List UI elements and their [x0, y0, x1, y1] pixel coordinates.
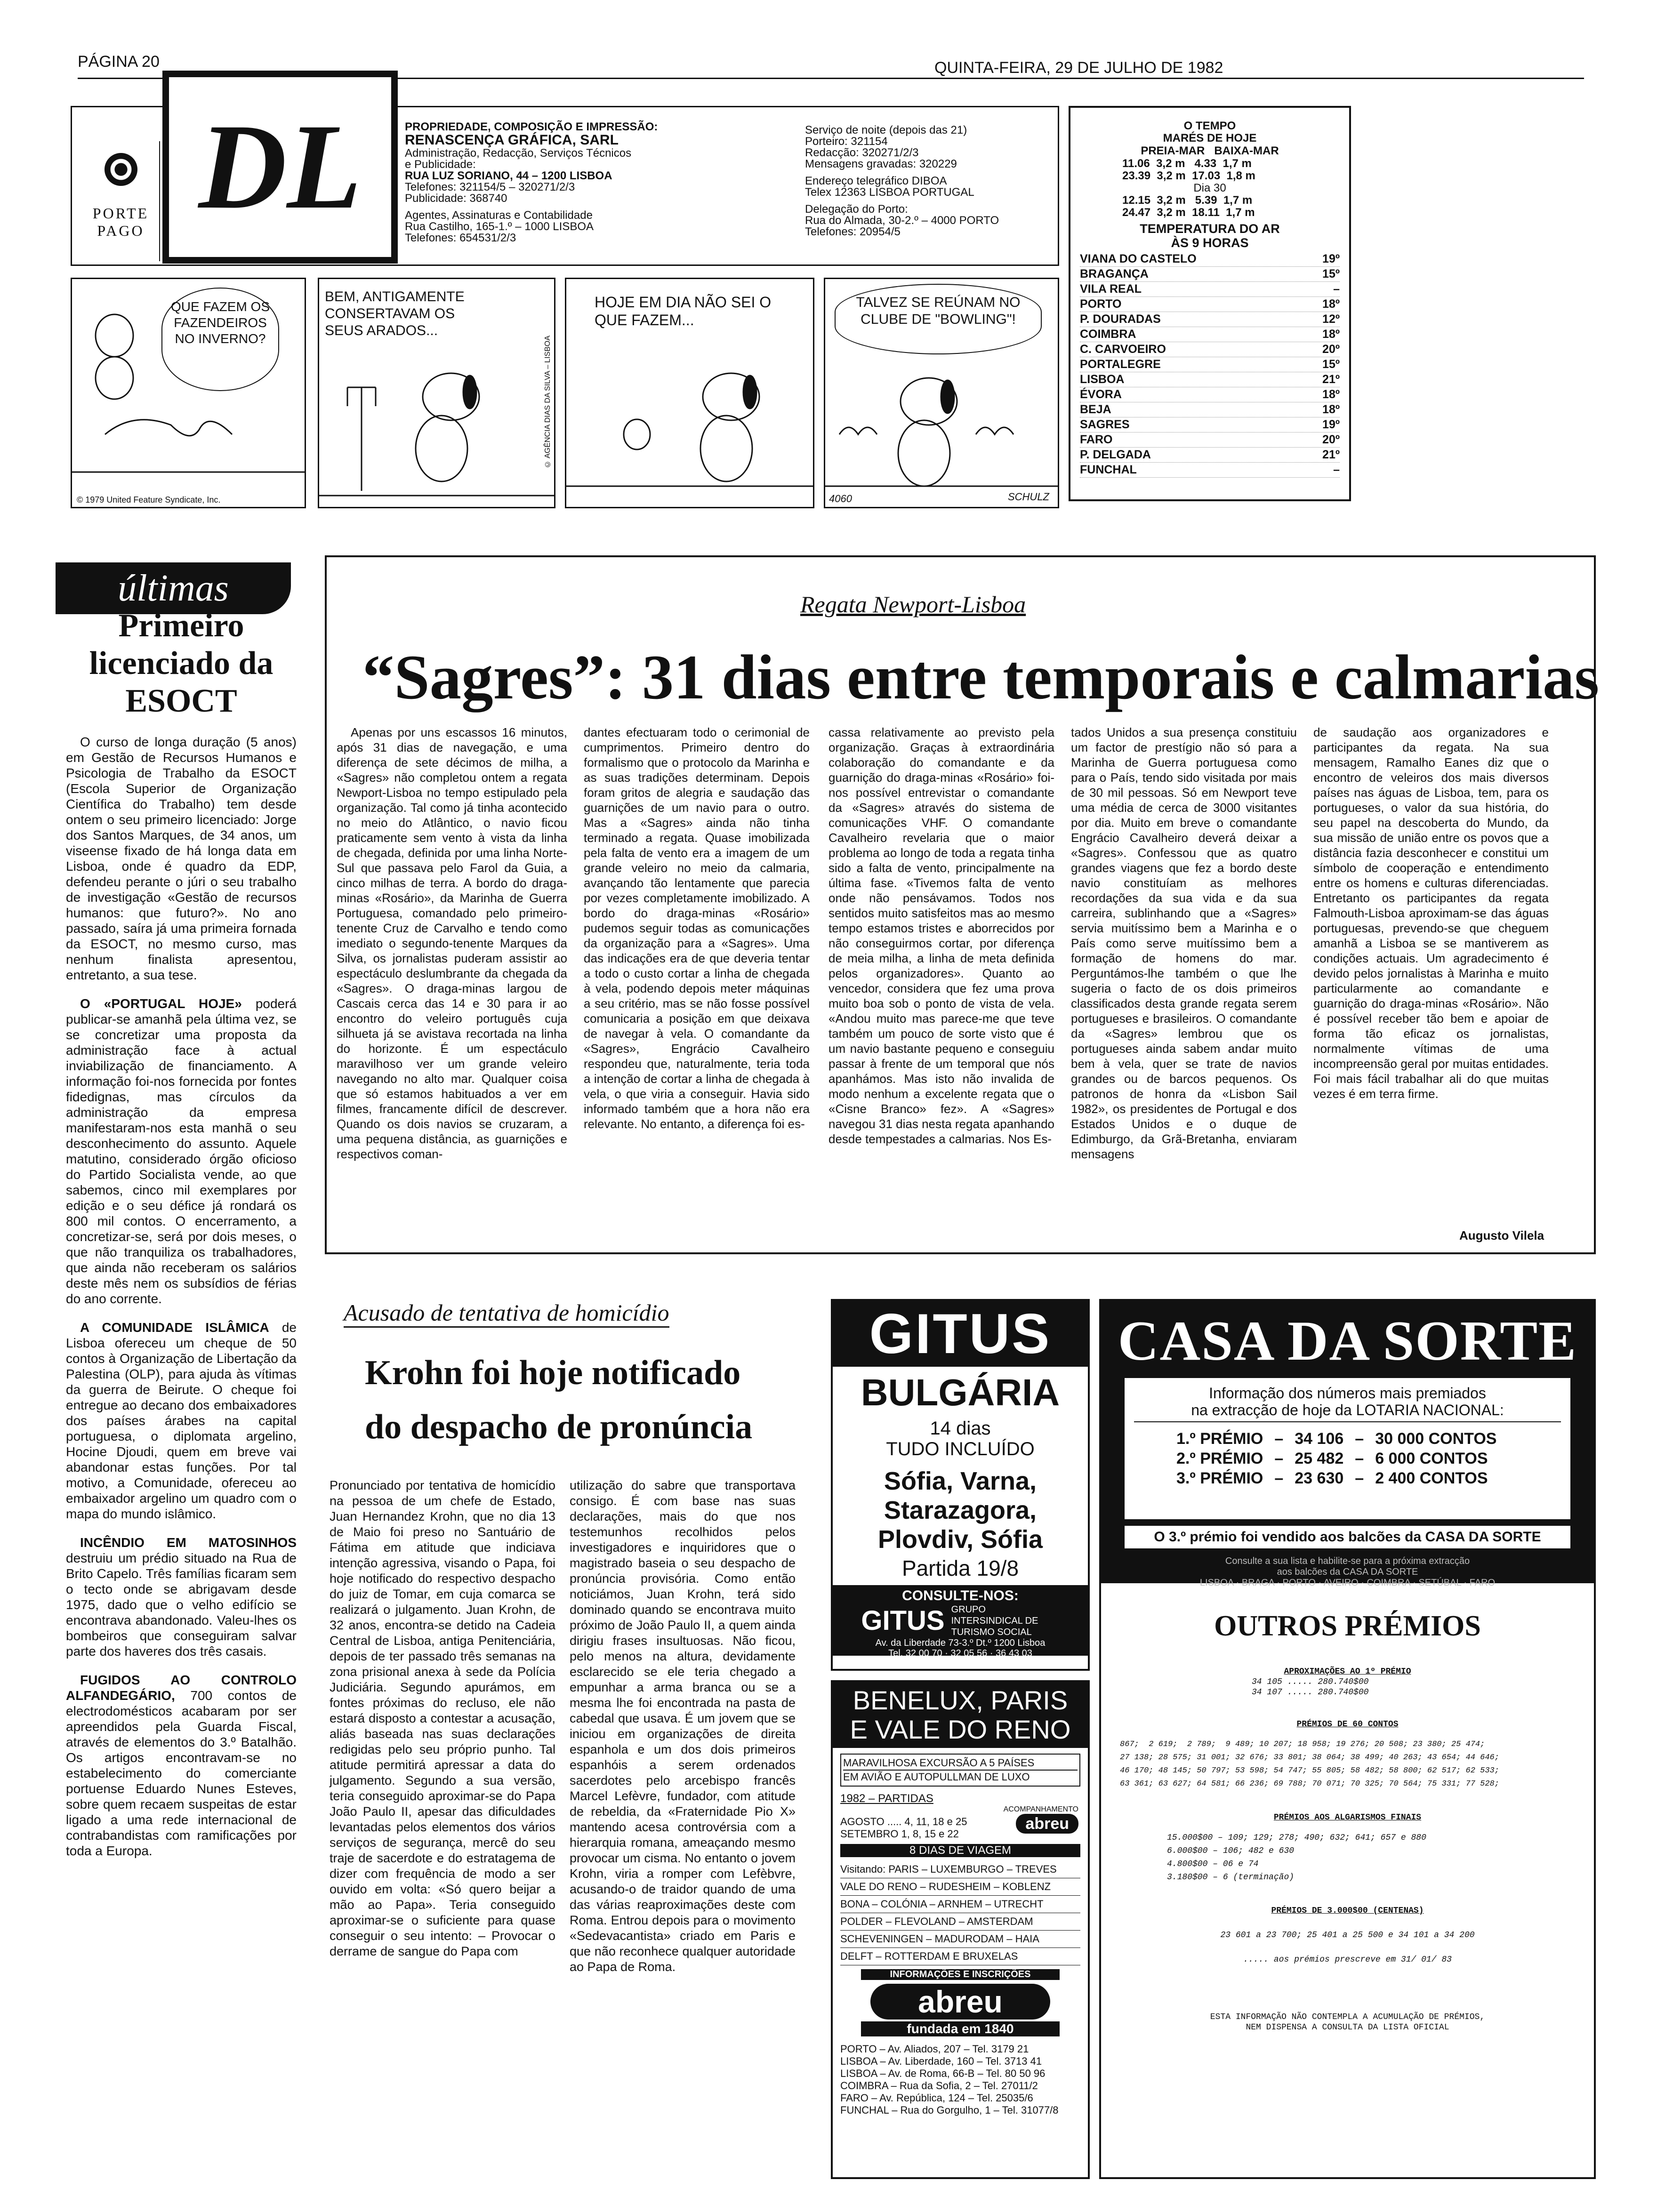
dl-logo: DL [198, 99, 362, 234]
sagres-col-3: cassa relativamente ao previsto pela organização. Graças à extraordinária colaboração do comandante e da guarnição do draga-minas «Rosário» foi-nos possível entrevistar o comandante da «Sagres» através do sistema de comunicações VHF. O comandante Cavalheiro revelaria que o maior problema ao longo de toda a regata tinha sido a falta de vento, principalmente na última fase. «Tivemos falta de vento onde não pensávamos. Todos nos sentidos muito satisfeitos mas ao mesmo tempo estamos tristes e aborrecidos por não conseguirmos cortar, por diferença de meia milha, a linha de meta definida pelos organizadores». Quanto ao vencedor, considera que fez uma prova muito boa sob o ponto de vista de vela. «Andou muito mas parece-me que teve também um pouco de sorte visto que é um navio bastante pequeno e conseguiu passar à frente de um temporal que nós apanhámos. Mas isto não invalida de modo nenhum a excelente regata que o «Cisne Branco» fez». A «Sagres» navegou 31 dias nesta regata apanhando desde tempestades a calmarias. Nos Es- [828, 725, 1054, 1146]
sagres-author: Augusto Vilela [1459, 1228, 1544, 1242]
krohn-col-1: Pronunciado por tentativa de homicídio na pessoa de um chefe de Estado, Juan Hernandez Krohn, que no dia 13 de Maio foi preso no Santuário de Fátima em atitude que indiciava intenção agressiva, visando o Papa, foi hoje notificado do respectivo despacho do juiz de Tomar, em cuja comarca se realizará o julgamento. Juan Krohn, de 32 anos, encontra-se detido na Cadeia Central de Lisboa, antiga Penitenciária, depois de ter passado três semanas na zona prisional anexa à sede da Polícia Judiciária. Segundo apurámos, em fontes próximas do recluso, ele não estará disposto a contestar a acusação, aliás baseada nas suas declarações redigidas pelo seu próprio punho. Tal atitude permitirá apressar a data do julgamento. Segundo a sua versão, teria conseguido aproximar-se do Papa João Paulo II, apesar das dificuldades levantadas pelos elementos dos vários serviços de segurança, mercê do seu traje de sacerdote e do estratagema de dizer com frequência de modo a ser ouvido em volta: «Só quero beijar a mão ao Papa». Teria conseguido aproximar-se o suficiente para quase conseguir o seu intento: – Provocar o derrame de sangue do Papa com [330, 1478, 555, 1958]
speech-bubble: QUE FAZEM OS FAZENDEIROS NO INVERNO? [161, 288, 279, 391]
sagres-col-5: de saudação aos organizadores e participantes da regata. Na sua mensagem, Ramalho Eanes diz que o encontro de veleiros dos mais diversos países nas águas de Lisboa, tem, para os portugueses, o valor da sua história, do seu papel na descoberta do Mundo, da sua missão de união entre os povos que a distância fazia desconhecer e constitui um símbolo de cooperação e entendimento entre os homens e culturas diferenciadas. Entretanto os participantes da regata Falmouth-Lisboa aproximam-se das águas portuguesas, prevendo-se que cheguem amanhã a Lisboa se se mantiverem as condições actuais. Um agradecimento é devido pelos jornalistas à Marinha e muito particularmente ao comandante e guarnição do draga-minas «Rosário». Não é possível receber tão bem e apoiar de forma tão eficaz os jornalistas, normalmente vítimas de uma incompreensão geral por muitas entidades. Foi mais fácil trabalhar ali do que muitas vezes é em terra firme. [1313, 725, 1549, 1101]
p60-row: 867; 2 619; 2 789; 9 489; 10 207; 18 958; 19 276; 20 508; 23 380; 25 474; [1120, 1740, 1485, 1749]
prize-rank: 2.º PRÉMIO [1176, 1450, 1263, 1467]
ultimas-paragraph [66, 1320, 297, 1522]
casa-strip-3: LISBOA · BRAGA · PORTO · AVEIRO · COIMBRA · SETÚBAL · FARO [1199, 1578, 1496, 1588]
benelux-route [840, 1861, 1080, 1965]
city-temperature: – [1333, 282, 1340, 296]
benelux-partidas: 1982 – PARTIDAS [840, 1792, 933, 1805]
prize-row [1134, 1429, 1561, 1449]
emblem-icon [105, 153, 137, 186]
city-name: COIMBRA [1080, 328, 1136, 341]
route-line: SCHEVENINGEN – MADURODAM – HAIA [840, 1931, 1080, 1948]
cent-list: 23 601 a 23 700; 25 401 a 25 500 e 34 101 a 34 200 [1220, 1931, 1475, 1940]
snoopy-figure [319, 279, 555, 508]
temperature-row [1080, 417, 1340, 433]
temperature-row [1080, 357, 1340, 372]
abreu-logo: abreu [870, 1984, 1050, 2020]
ultimas-body: de Lisboa ofereceu um cheque de 50 contos à Organização de Libertação da Palestina (OLP), para ajuda às vítimas da guerra de Beirute. O cheque foi entregue ao decano dos embaixadores dos países árabes na capital portuguesa, o diplomata argelino, Hocine Djoudi, quem em breve vai abandonar estas funções. Por tal motivo, a Comunidade, ofereceu ao embaixador argelino um quadro com o mapa do mundo islâmico. [66, 1320, 297, 1521]
separator: – [1355, 1430, 1364, 1448]
casa-note: O 3.º prémio foi vendido aos balcões da CASA DA SORTE [1125, 1526, 1570, 1548]
gitus-destination: BULGÁRIA [861, 1371, 1060, 1413]
prize-amount: 2 400 CONTOS [1375, 1469, 1488, 1487]
krohn-headline-line2: do despacho de pronúncia [365, 1408, 753, 1446]
aprox-row: 34 107 ..... 280.740$00 [1252, 1688, 1369, 1697]
service-line: Telex 12363 LISBOA PORTUGAL [805, 186, 974, 199]
temp-title: TEMPERATURA DO AR [1140, 222, 1280, 236]
p60-row: 27 138; 28 575; 31 001; 32 676; 33 801; 38 064; 38 499; 40 263; 43 654; 44 646; [1120, 1753, 1499, 1762]
service-line: Mensagens gravadas: 320229 [805, 158, 957, 170]
prescription-note: ..... aos prémios prescreve em 31/ 01/ 83 [1243, 1955, 1452, 1964]
route-line: BONA – COLÓNIA – ARNHEM – UTRECHT [840, 1896, 1080, 1913]
city-name: P. DELGADA [1080, 448, 1151, 461]
page-number: PÁGINA 20 [78, 53, 160, 71]
ultimas-lead: O «PORTUGAL HOJE» [80, 996, 242, 1011]
term-list [1120, 1831, 1575, 1884]
porte-pago-box [82, 141, 160, 261]
term-row: 3.180$00 – 6 (terminação) [1167, 1873, 1295, 1882]
ultimas-headline: Primeiro licenciado da ESOCT [89, 608, 273, 719]
city-temperature: 19º [1322, 418, 1340, 431]
benelux-contacts [840, 2043, 1080, 2116]
gitus-brand: GITUS [833, 1301, 1088, 1367]
prize-number: 23 630 [1295, 1469, 1344, 1487]
speech-bubble: TALVEZ SE REÚNAM NO CLUBE DE "BOWLING"! [835, 284, 1042, 354]
temperature-row [1080, 448, 1340, 463]
pub-line: Telefones: 654531/2/3 [405, 232, 516, 244]
outros-premios-title: OUTROS PRÉMIOS [1214, 1610, 1481, 1642]
city-temperature: 12º [1322, 313, 1340, 326]
tide-row: 24.47 3,2 m 18.11 1,7 m [1122, 206, 1255, 219]
comic-panel-3 [565, 278, 814, 508]
city-name: FARO [1080, 433, 1113, 446]
city-temperature: 18º [1322, 403, 1340, 416]
pub-line: PROPRIEDADE, COMPOSIÇÃO E IMPRESSÃO: [405, 120, 658, 133]
pago-label: PAGO [97, 222, 145, 239]
benelux-acomp: ACOMPANHAMENTO [1003, 1805, 1078, 1813]
gitus-included: TUDO INCLUÍDO [886, 1439, 1035, 1459]
casa-da-sorte-ad [1099, 1299, 1596, 2179]
city-temperature: 21º [1322, 448, 1340, 461]
city-temperature: 21º [1322, 373, 1340, 386]
route-line: VALE DO RENO – RUDESHEIM – KOBLENZ [840, 1878, 1080, 1896]
pub-line: Telefones: 321154/5 – 320271/2/3 [405, 181, 575, 193]
ultimas-paragraph [66, 1535, 297, 1659]
city-temperature: 18º [1322, 388, 1340, 401]
ultimas-paragraph: O curso de longa duração (5 anos) em Gestão de Recursos Humanos e Psicologia de Trabalho da ESOCT (Escola Superior de Organização Científica do Trabalho) tem desde ontem o seu primeiro licenciado: Jorge dos Santos Marques, de 34 anos, um viseense fixado de há longa data em Lisboa, onde é quadro da EDP, defendeu perante o júri o seu trabalho de investigação «Gestão de recursos humanos: que futuro?». No ano passado, saíra já uma primeira fornada da ESOCT, no mesmo curso, mas nenhum finalista apresentou, entretanto, a sua tese. [66, 735, 297, 982]
abreu-founded: fundada em 1840 [861, 2021, 1060, 2036]
krohn-headline-line1: Krohn foi hoje notificado [365, 1354, 741, 1392]
krohn-kicker: Acusado de tentativa de homicídio [344, 1299, 669, 1328]
casa-footer-2: NEM DISPENSA A CONSULTA DA LISTA OFICIAL [1246, 2023, 1449, 2032]
service-line: Delegação do Porto: [805, 203, 908, 216]
city-name: P. DOURADAS [1080, 313, 1161, 326]
gitus-ad [831, 1299, 1090, 1671]
prize-amount: 30 000 CONTOS [1375, 1430, 1497, 1448]
prize-number: 34 106 [1295, 1430, 1344, 1448]
city-temperature: 20º [1322, 433, 1340, 446]
temperature-row [1080, 267, 1340, 282]
city-name: VILA REAL [1080, 282, 1142, 296]
term-title: PRÉMIOS AOS ALGARISMOS FINAIS [1273, 1813, 1422, 1822]
city-temperature: 18º [1322, 297, 1340, 311]
sagres-col-1: Apenas por uns escassos 16 minutos, após 31 dias de navegação, e uma diferença de sete décimos de milha, a «Sagres» não completou ontem a regata Newport-Lisboa no tempo estipulado pela organização. Tal como já tinha acontecido no meio do Atlântico, o navio ficou praticamente sem vento à vista da linha de chegada, definida por uma linha Norte-Sul que passava pelo Farol da Guia, a cinco milhas de terra. A bordo do draga-minas «Rosário», da Marinha de Guerra Portuguesa, comandado pelo primeiro-tenente Cruz de Carvalho e tendo como imediato o segundo-tenente Marques da Silva, os jornalistas puderam assistir ao espectáculo deslumbrante da chegada da «Sagres». O draga-minas largou de Cascais cerca das 14 e 30 para ir ao encontro do veleiro português cuja silhueta já se avistava recortada na linha do horizonte. É um espectáculo maravilhoso ver um grande veleiro navegando no alto mar. Qualquer coisa que só estamos habituados a ver em filmes, francamente difícil de descrever. Quando os dois navios se cruzaram, a uma pequena distância, as guarnições e respectivos coman- [337, 725, 567, 1161]
prize-row [1134, 1468, 1561, 1488]
city-name: BEJA [1080, 403, 1111, 416]
prize-row [1134, 1449, 1561, 1468]
city-temperature: 15º [1322, 358, 1340, 371]
casa-strip-2: aos balcões da CASA DA SORTE [1277, 1567, 1418, 1577]
service-line: Endereço telegráfico DIBOA [805, 175, 947, 187]
pub-line: RUA LUZ SORIANO, 44 – 1200 LISBOA [405, 169, 612, 182]
benelux-dates-1: AGOSTO ..... 4, 11, 18 e 25 [840, 1816, 967, 1827]
separator: – [1274, 1469, 1284, 1487]
temperature-row [1080, 433, 1340, 448]
tide-day: Dia 30 [1193, 182, 1226, 194]
ultimas-lead: INCÊNDIO EM MATOSINHOS [80, 1535, 297, 1550]
caption-text: BEM, ANTIGAMENTE CONSERTAVAM OS SEUS ARADOS... [325, 289, 465, 338]
benelux-dates-2: SETEMBRO 1, 8, 15 e 22 [840, 1828, 959, 1840]
service-line: Rua do Almada, 30-2.º – 4000 PORTO [805, 214, 999, 227]
caption-text: HOJE EM DIA NÃO SEI O QUE FAZEM... [595, 294, 772, 329]
weather-box [1069, 106, 1351, 501]
tide-row: 11.06 3,2 m 4.33 1,7 m [1122, 157, 1252, 170]
gitus-group: GRUPO INTERSINDICAL DE TURISMO SOCIAL [951, 1604, 1038, 1637]
city-name: ÉVORA [1080, 388, 1122, 401]
benelux-sub-2: EM AVIÃO E AUTOPULLMAN DE LUXO [843, 1770, 1078, 1784]
ultimas-tag-text: últimas [118, 568, 229, 609]
snoopy-figure [566, 279, 814, 508]
gitus-days: 14 dias [930, 1418, 991, 1439]
sagres-headline: “Sagres”: 31 dias entre temporais e calmarias [362, 642, 1600, 713]
woodstock-figures [72, 279, 306, 508]
sagres-kicker: Regata Newport-Lisboa [800, 591, 1026, 617]
contact-line: PORTO – Av. Aliados, 207 – Tel. 3179 21 [840, 2043, 1029, 2055]
city-name: C. CARVOEIRO [1080, 343, 1166, 356]
agency-credit: © AGÊNCIA DIAS DA SILVA – LISBOA [544, 336, 552, 468]
temperature-row [1080, 402, 1340, 417]
prize-rank: 3.º PRÉMIO [1176, 1469, 1263, 1487]
benelux-ad [831, 1680, 1090, 2179]
comic-panel-4 [824, 278, 1059, 508]
city-temperature: 19º [1322, 252, 1340, 265]
copyright-text: © 1979 United Feature Syndicate, Inc. [77, 495, 221, 505]
service-line: Porteiro: 321154 [805, 135, 888, 148]
separator: – [1274, 1430, 1284, 1448]
temperature-row [1080, 282, 1340, 297]
cent-title: PRÉMIOS DE 3.000$00 (CENTENAS) [1271, 1906, 1424, 1915]
service-info [805, 125, 1050, 238]
ultimas-paragraph [66, 1672, 297, 1859]
strip-number: 4060 [829, 493, 852, 505]
logo-frame [162, 71, 398, 264]
krohn-col-2: utilização do sabre que transportava consigo. É com base nas suas declarações, mais do que nos testemunhos recolhidos pelos investigadores e inquiridores que o magistrado baseia o seu despacho de pronúncia provisória. Como então noticiámos, Juan Krohn, terá sido dominado quando se encontrava muito próximo de João Paulo II, a quem ainda dirigiu frases insultuosas. Não ficou, pelo menos na altura, devidamente esclarecido se ele teria chegado a empunhar a arma branca ou se a mesma lhe foi encontrada na pasta de cabedal que usava. É um jovem que se iniciou em organizações de direita espanhola e um dos dois primeiros espanhóis a serem ordenados sacerdotes pelo arcebispo francês Marcel Lefèvre, fundador, com atitude de rebeldia, da «Fraternidade Pio X» mantendo acesa controvérsia com a hierarquia romana, ameaçando mesmo provocar um cisma. No entanto o jovem Krohn, viria a romper com Lefèbvre, acusando-o de traidor quando de uma das várias reaproximações deste com Roma. Entrou depois para o movimento «Sedevacantista» criado em Paris e que não reconhece qualquer autoridade ao Papa de Roma. [570, 1478, 796, 1974]
pub-line: RENASCENÇA GRÁFICA, SARL [405, 132, 619, 148]
gitus-phones: Tel. 32 00 70 · 32 05 56 · 36 43 03 [888, 1648, 1032, 1659]
pub-line: Administração, Redacção, Serviços Técnicos [405, 147, 632, 160]
route-line: POLDER – FLEVOLAND – AMSTERDAM [840, 1913, 1080, 1931]
city-temperature: 20º [1322, 343, 1340, 356]
temperature-row [1080, 252, 1340, 267]
sagres-col-4: tados Unidos a sua presença constituiu um factor de prestígio não só para a Marinha de Guerra portuguesa como para o País, tendo sido visitada por mais de 30 mil pessoas. Só em Newport teve uma média de cerca de 3000 visitantes por dia. Muito em breve o comandante Engrácio Cavalheiro deverá deixar a «Sagres». Confessou que as quatro grandes viagens que fez a bordo deste navio constituíam as melhores recordações da sua vida e da sua carreira, sublinhando que a «Sagres» servia muitíssimo bem a Marinha e o País como serve muitíssimo bem a formação de homens do mar. Perguntámos-lhe também o que lhe sugeria o facto de os dois primeiros classificados desta grande regata serem portugueses e brasileiros. O comandante da «Sagres» lembrou que os portugueses ainda sabem andar muito bem à vela, quer se trate de navios grandes ou de barcos pequenos. Os patronos de honra da «Lisbon Sail 1982», os presidentes de Portugal e dos Estados Unidos e o duque de Edimburgo, da Grã-Bretanha, enviaram mensagens [1071, 725, 1297, 1161]
city-temperature: 15º [1322, 267, 1340, 281]
p60-list [1120, 1738, 1575, 1791]
gitus-small-logo: GITUS [861, 1605, 945, 1636]
pub-line: Publicidade: 368740 [405, 192, 507, 205]
city-name: VIANA DO CASTELO [1080, 252, 1197, 265]
aprox-row: 34 105 ..... 280.740$00 [1252, 1677, 1369, 1687]
benelux-days: 8 DIAS DE VIAGEM [840, 1844, 1080, 1857]
weather-title: O TEMPO [1183, 120, 1236, 132]
casa-title: CASA DA SORTE [1118, 1309, 1577, 1372]
casa-intro-1: Informação dos números mais premiados [1209, 1385, 1486, 1402]
benelux-title-1: BENELUX, PARIS [853, 1685, 1068, 1715]
pub-line: e Publicidade: [405, 158, 476, 171]
prize-amount: 6 000 CONTOS [1375, 1450, 1488, 1467]
service-line: Redacção: 320271/2/3 [805, 146, 919, 159]
sagres-col-2: dantes efectuaram todo o cerimonial de cumprimentos. Primeiro dentro do formalismo que o protocolo da Marinha e as suas tradições determinam. Depois foram gritos de alegria e saudação das guarnições de um navio para o outro. Mas a «Sagres» ainda não tinha terminado a regata. Quase imobilizada pela falta de vento era a imagem de um grande veleiro no meio da calmaria, avançando tão lentamente que parecia por vezes completamente imobilizado. A bordo do draga-minas «Rosário» pudemos seguir todas as comunicações da organização para a «Sagres». Uma das indicações era de que deveria tentar a todo o custo cortar a linha de chegada à vela, podendo depois meter máquinas a seu critério, mas se não fosse possível comunicaria a posição em que deixava de navegar à vela. O comandante da «Sagres», Engrácio Cavalheiro respondeu que, naturalmente, teria toda a intenção de cortar a linha de chegada à vela, o que viria a conseguir. Havia sido informado também que a hora não era relevante. No entanto, a diferença foi es- [584, 725, 810, 1131]
city-temperature: – [1333, 463, 1340, 476]
temperature-list [1080, 252, 1340, 478]
gitus-consult: CONSULTE-NOS: [902, 1588, 1019, 1603]
comic-panel-1 [71, 278, 306, 508]
city-name: FUNCHAL [1080, 463, 1137, 476]
benelux-info: INFORMAÇÕES E INSCRIÇÕES [861, 1969, 1060, 1980]
ultimas-column [66, 734, 297, 1859]
city-temperature: 18º [1322, 328, 1340, 341]
contact-line: LISBOA – Av. de Roma, 66-B – Tel. 80 50 96 [840, 2068, 1046, 2079]
casa-results-box [1125, 1378, 1570, 1519]
city-name: SAGRES [1080, 418, 1130, 431]
service-line: Telefones: 20954/5 [805, 225, 901, 238]
term-row: 6.000$00 – 106; 482 e 630 [1167, 1846, 1295, 1856]
prize-rank: 1.º PRÉMIO [1176, 1430, 1263, 1448]
ultimas-body: 700 contos de electrodomésticos acabaram por ser apreendidos pela Guarda Fiscal, através de elementos do 3.º Batalhão. Os artigos encontravam-se no estabelecimento do comerciante portuense Eduardo Nunes Esteves, sobre quem recaem suspeitas de estar ligado a uma rede internacional de contrabandistas com ramificações por toda a Europa. [66, 1688, 297, 1858]
contact-line: FARO – Av. República, 124 – Tel. 25035/6 [840, 2092, 1033, 2104]
separator: – [1274, 1450, 1284, 1467]
benelux-sub-1: MARAVILHOSA EXCURSÃO A 5 PAÍSES [843, 1757, 1035, 1769]
city-name: PORTO [1080, 297, 1122, 311]
temperature-row [1080, 297, 1340, 312]
service-line: Serviço de noite (depois das 21) [805, 124, 967, 136]
city-name: BRAGANÇA [1080, 267, 1149, 281]
temperature-row [1080, 372, 1340, 387]
ultimas-lead: A COMUNIDADE ISLÂMICA [80, 1320, 269, 1335]
casa-footer-1: ESTA INFORMAÇÃO NÃO CONTEMPLA A ACUMULAÇÃO DE PRÉMIOS, [1210, 2012, 1485, 2022]
comic-panel-2 [318, 278, 555, 508]
ultimas-body: poderá publicar-se amanhã pela última vez, se se concretizar uma proposta da administração face à actual inviabilização de financiamento. A informação foi-nos fornecida por fontes fidedignas, mas círculos da administração da empresa manifestaram-nos esta manhã o seu desconhecimento do assunto. Aquele matutino, considerado órgão oficioso do Partido Socialista vende, ao que sabemos, cinco mil exemplares por edição e o seu défice já rondará os 800 mil contos. O encerramento, a concretizar-se, será por dois meses, o que não tranquiliza os trabalhadores, que ainda não receberam os salários deste mês nem os subsídios de férias do ano corrente. [66, 996, 297, 1306]
tide-row: 12.15 3,2 m 5.39 1,7 m [1122, 194, 1253, 207]
temp-subtitle: ÀS 9 HORAS [1171, 236, 1249, 250]
casa-strip-1: Consulte a sua lista e habilite-se para a próxima extracção [1225, 1556, 1470, 1566]
aprox-title: APROXIMAÇÕES AO 1º PRÉMIO [1284, 1667, 1411, 1676]
term-row: 15.000$00 – 109; 129; 278; 490; 632; 641; 657 e 880 [1167, 1833, 1426, 1843]
contact-line: FUNCHAL – Rua do Gorgulho, 1 – Tel. 31077/8 [840, 2104, 1059, 2116]
publisher-info [405, 121, 781, 244]
ultimas-body: destruiu um prédio situado na Rua de Brito Capelo. Três famílias ficaram sem o tecto onde se abrigavam desde 1975, dado que o velho edifício se encontrava abandonado. Valeu-lhes os bombeiros que conseguiram salvar parte dos haveres dos três casais. [66, 1551, 297, 1659]
ultimas-paragraph [66, 996, 297, 1306]
casa-header [1101, 1301, 1594, 1588]
p60-title: PRÉMIOS DE 60 CONTOS [1296, 1720, 1399, 1729]
temperature-row [1080, 312, 1340, 327]
p60-row: 63 361; 63 627; 64 581; 66 236; 69 788; 70 071; 70 325; 70 564; 75 331; 77 528; [1120, 1779, 1499, 1788]
artist-signature: SCHULZ [1007, 491, 1049, 503]
tides-title: MARÉS DE HOJE [1163, 132, 1257, 144]
contact-line: COIMBRA – Rua da Sofia, 2 – Tel. 27011/2 [840, 2080, 1038, 2092]
prize-number: 25 482 [1295, 1450, 1344, 1467]
temperature-row [1080, 387, 1340, 402]
p60-row: 46 170; 48 145; 50 797; 53 598; 54 747; 55 805; 58 482; 58 800; 62 517; 62 533; [1120, 1766, 1499, 1775]
gitus-contact-band [833, 1585, 1088, 1659]
route-line: Visitando: PARIS – LUXEMBURGO – TREVES [840, 1861, 1080, 1878]
abreu-logo-small: abreu [1016, 1814, 1078, 1834]
porte-label: PORTE [92, 205, 149, 222]
temperature-row [1080, 463, 1340, 478]
gitus-departure: Partida 19/8 [901, 1556, 1019, 1580]
gitus-cities: Sófia, Varna, Starazagora, Plovdiv, Sófia [877, 1467, 1043, 1554]
casa-prize-list [1134, 1429, 1561, 1488]
page-date: QUINTA-FEIRA, 29 DE JULHO DE 1982 [934, 59, 1223, 77]
benelux-title-2: E VALE DO RENO [850, 1715, 1071, 1744]
snoopy-figure [825, 279, 1059, 508]
ultimas-lead: FUGIDOS AO CONTROLO ALFANDEGÁRIO, [66, 1673, 297, 1703]
separator: – [1355, 1450, 1364, 1467]
city-name: LISBOA [1080, 373, 1125, 386]
temperature-row [1080, 342, 1340, 357]
tides-header: PREIA-MAR BAIXA-MAR [1141, 144, 1279, 157]
tide-row: 23.39 3,2 m 17.03 1,8 m [1122, 169, 1255, 182]
term-row: 4.800$00 – 06 e 74 [1167, 1859, 1259, 1869]
route-line: DELFT – ROTTERDAM E BRUXELAS [840, 1948, 1080, 1965]
city-name: PORTALEGRE [1080, 358, 1161, 371]
contact-line: LISBOA – Av. Liberdade, 160 – Tel. 3713 41 [840, 2055, 1042, 2067]
casa-intro-2: na extracção de hoje da LOTARIA NACIONAL: [1134, 1402, 1561, 1422]
ultimas-tag [56, 562, 291, 614]
gitus-address: Av. da Liberdade 73-3.º Dt.º 1200 Lisboa [875, 1638, 1046, 1648]
pub-line: Agentes, Assinaturas e Contabilidade [405, 209, 593, 222]
separator: – [1355, 1469, 1364, 1487]
pub-line: Rua Castilho, 165-1.º – 1000 LISBOA [405, 220, 594, 233]
temperature-row [1080, 327, 1340, 342]
